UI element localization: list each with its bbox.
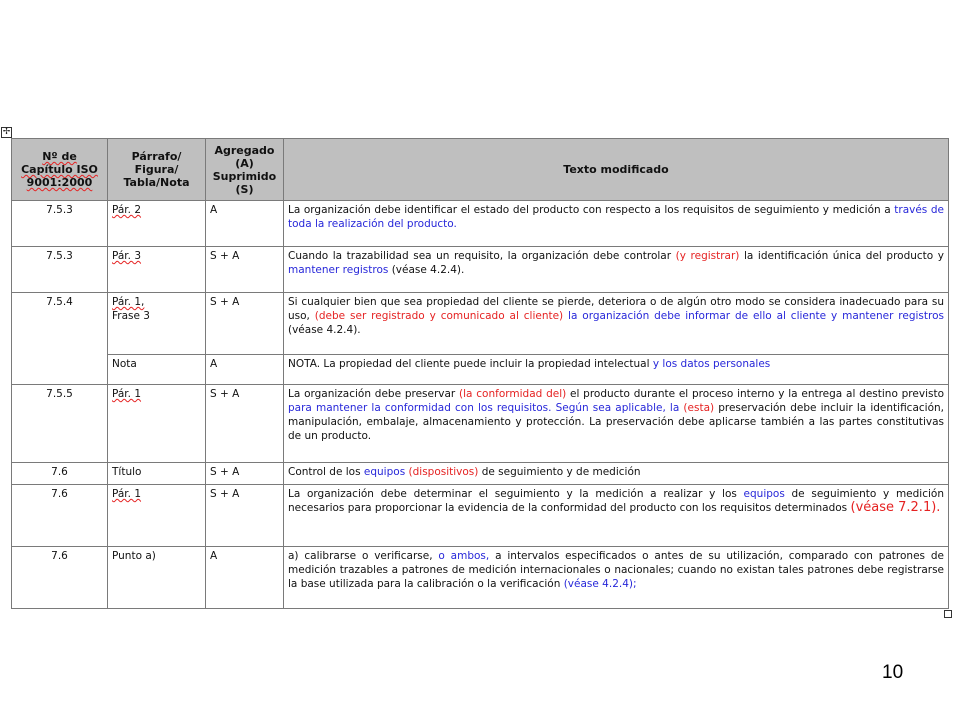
cell-texto: La organización debe identificar el estado del producto con respecto a los requisitos de seguimiento y medición a través de toda la realización del producto. <box>284 201 949 247</box>
cell-agregado: S + A <box>206 463 284 485</box>
cell-agregado: S + A <box>206 247 284 293</box>
table-row <box>12 547 949 609</box>
table-resize-handle-icon[interactable] <box>944 610 952 618</box>
cell-capitulo: 7.5.3 <box>12 247 108 293</box>
table-row <box>12 385 949 463</box>
cell-parrafo: Título <box>108 463 206 485</box>
cell-texto: La organización debe determinar el seguimiento y la medición a realizar y los equipos de seguimiento y medición necesarios para proporcionar la evidencia de la conformidad del producto con los requisitos determinados (véase 7.2.1). <box>284 485 949 547</box>
table-row <box>12 293 949 355</box>
header-parrafo: Párrafo/ Figura/ Tabla/Nota <box>108 139 206 201</box>
cell-parrafo: Pár. 1 <box>108 485 206 547</box>
cell-capitulo: 7.5.4 <box>12 293 108 385</box>
cell-parrafo: Nota <box>108 355 206 385</box>
page-number: 10 <box>882 662 904 683</box>
cell-capitulo: 7.6 <box>12 485 108 547</box>
cell-capitulo: 7.6 <box>12 547 108 609</box>
table-move-handle-icon[interactable]: ✢ <box>2 127 11 137</box>
cell-parrafo: Pár. 2 <box>108 201 206 247</box>
table-row <box>12 247 949 293</box>
header-agregado: Agregado (A) Suprimido (S) <box>206 139 284 201</box>
cell-texto: Cuando la trazabilidad sea un requisito, la organización debe controlar (y registrar) la identificación única del producto y mantener registros (véase 4.2.4). <box>284 247 949 293</box>
cell-texto: a) calibrarse o verificarse, o ambos, a intervalos especificados o antes de su utilización, comparado con patrones de medición trazables a patrones de medición internacionales o nacionales; cuando no existan tales patrones debe registrarse la base utilizada para la calibración o la verificación (véase 4.2.4); <box>284 547 949 609</box>
cell-capitulo: 7.5.5 <box>12 385 108 463</box>
cell-agregado: A <box>206 355 284 385</box>
cell-agregado: A <box>206 201 284 247</box>
table-row <box>12 201 949 247</box>
cell-parrafo: Pár. 1 <box>108 385 206 463</box>
cell-capitulo: 7.6 <box>12 463 108 485</box>
table-row <box>12 355 949 385</box>
cell-parrafo: Punto a) <box>108 547 206 609</box>
cell-texto: NOTA. La propiedad del cliente puede incluir la propiedad intelectual y los datos personales <box>284 355 949 385</box>
cell-texto: Control de los equipos (dispositivos) de seguimiento y de medición <box>284 463 949 485</box>
table-row <box>12 485 949 547</box>
cell-texto: Si cualquier bien que sea propiedad del cliente se pierde, deteriora o de algún otro modo se considera inadecuado para su uso, (debe ser registrado y comunicado al cliente) la organización debe informar de ello al cliente y mantener registros (véase 4.2.4). <box>284 293 949 355</box>
cell-agregado: S + A <box>206 293 284 355</box>
table-row <box>12 463 949 485</box>
cell-capitulo: 7.5.3 <box>12 201 108 247</box>
header-capitulo: Nº de Capítulo ISO 9001:2000 <box>12 139 108 201</box>
cell-agregado: A <box>206 547 284 609</box>
cell-agregado: S + A <box>206 385 284 463</box>
cell-parrafo: Pár. 3 <box>108 247 206 293</box>
cell-parrafo: Pár. 1, Frase 3 <box>108 293 206 355</box>
table-header-row <box>12 139 949 201</box>
cell-texto: La organización debe preservar (la conformidad del) el producto durante el proceso interno y la entrega al destino previsto para mantener la conformidad con los requisitos. Según sea aplicable, la (esta) preservación debe incluir la identificación, manipulación, embalaje, almacenamiento y protección. La preservación debe aplicarse también a las partes constitutivas de un producto. <box>284 385 949 463</box>
cell-agregado: S + A <box>206 485 284 547</box>
changes-table <box>11 138 949 609</box>
header-texto: Texto modificado <box>284 139 949 201</box>
